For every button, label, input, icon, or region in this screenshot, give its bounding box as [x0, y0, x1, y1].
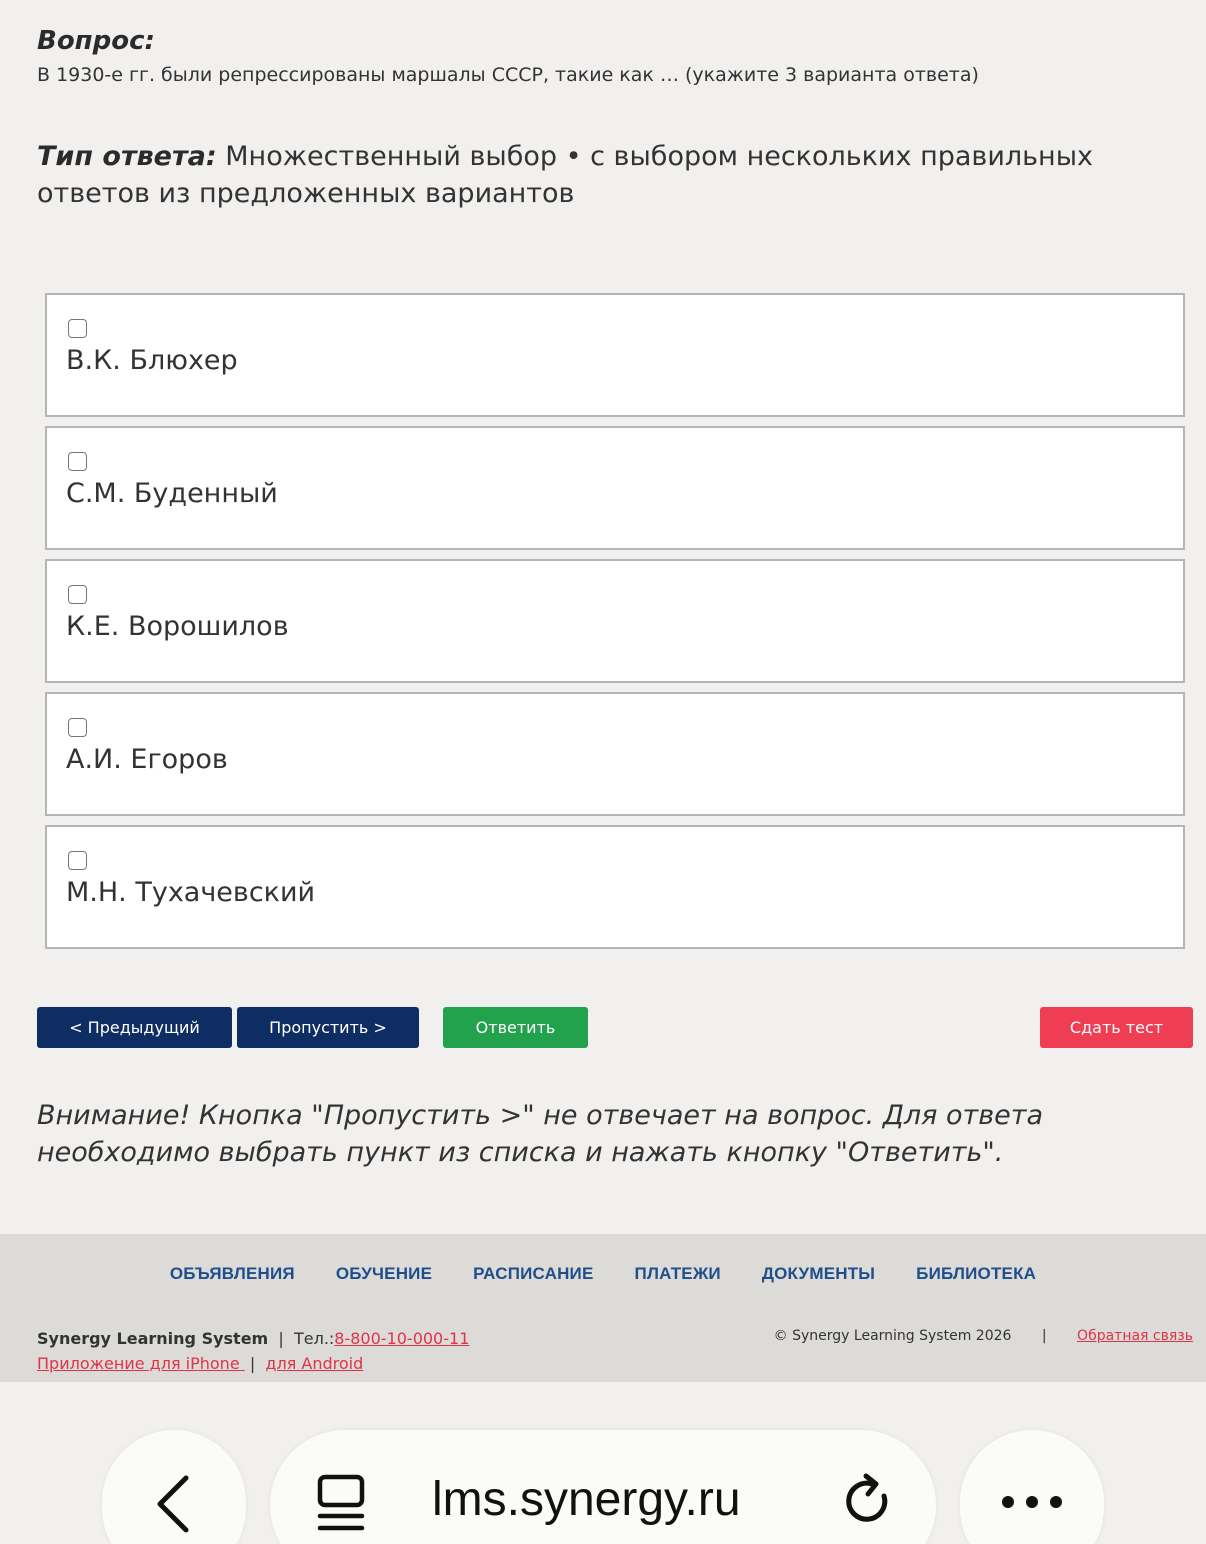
iphone-app-link[interactable]: Приложение для iPhone	[37, 1354, 245, 1373]
answer-type-label: Тип ответа:	[37, 141, 217, 172]
option-checkbox[interactable]	[68, 319, 87, 338]
answer-button[interactable]: Ответить	[443, 1007, 588, 1048]
phone-label: Тел.:	[293, 1329, 335, 1348]
option-label: К.Е. Ворошилов	[66, 611, 289, 642]
option-label: С.М. Буденный	[66, 478, 278, 509]
answer-type	[37, 138, 1187, 212]
answer-type-text: Множественный выбор • с выбором нескольких правильных ответов из предложенных вариантов	[37, 141, 1094, 209]
footer-nav-library[interactable]: БИБЛИОТЕКА	[916, 1264, 1037, 1283]
question-label: Вопрос:	[37, 26, 155, 56]
footer-nav-payments[interactable]: ПЛАТЕЖИ	[634, 1264, 721, 1283]
footer-nav-schedule[interactable]: РАСПИСАНИЕ	[473, 1264, 594, 1283]
question-text: В 1930-е гг. были репрессированы маршалы СССР, такие как … (укажите 3 варианта ответа)	[37, 64, 979, 86]
option-checkbox[interactable]	[68, 718, 87, 737]
reload-icon	[844, 1472, 896, 1532]
option-checkbox[interactable]	[68, 452, 87, 471]
back-button[interactable]	[102, 1430, 246, 1544]
previous-button[interactable]: < Предыдущий	[37, 1007, 232, 1048]
copyright: © Synergy Learning System 2026	[773, 1328, 1012, 1344]
feedback-link[interactable]: Обратная связь	[1077, 1328, 1193, 1344]
option-item[interactable]	[45, 692, 1185, 816]
option-item[interactable]	[45, 559, 1185, 683]
warning-text: Внимание! Кнопка "Пропустить >" не отвечает на вопрос. Для ответа необходимо выбрать пункт из списка и нажать кнопку "Ответить".	[37, 1100, 1044, 1168]
footer-brand: Synergy Learning System	[37, 1329, 269, 1348]
footer-contacts	[37, 1326, 469, 1376]
android-app-link[interactable]: для Android	[265, 1354, 364, 1373]
browser-toolbar	[0, 1382, 1206, 1544]
submit-test-button[interactable]: Сдать тест	[1040, 1007, 1193, 1048]
footer-nav-documents[interactable]: ДОКУМЕНТЫ	[761, 1264, 876, 1283]
more-dots-icon	[1000, 1492, 1064, 1512]
option-item[interactable]	[45, 293, 1185, 417]
phone-link[interactable]: 8-800-10-000-11	[334, 1329, 470, 1348]
option-checkbox[interactable]	[68, 851, 87, 870]
footer-separator: |	[273, 1329, 294, 1348]
footer-separator: |	[244, 1354, 266, 1373]
option-checkbox[interactable]	[68, 585, 87, 604]
footer	[0, 1234, 1206, 1382]
tabs-icon	[316, 1474, 368, 1532]
more-button[interactable]	[960, 1430, 1104, 1544]
option-item[interactable]	[45, 825, 1185, 949]
options-list	[45, 293, 1185, 958]
option-label: А.И. Егоров	[66, 744, 228, 775]
footer-separator: |	[1041, 1328, 1047, 1344]
chevron-left-icon	[154, 1474, 194, 1534]
option-label: М.Н. Тухачевский	[66, 877, 316, 908]
option-label: В.К. Блюхер	[66, 345, 238, 376]
footer-nav-learning[interactable]: ОБУЧЕНИЕ	[335, 1264, 433, 1283]
option-item[interactable]	[45, 426, 1185, 550]
footer-right	[774, 1328, 1193, 1344]
footer-nav-announcements[interactable]: ОБЪЯВЛЕНИЯ	[169, 1264, 295, 1283]
url-text: lms.synergy.ru	[432, 1473, 741, 1526]
skip-button[interactable]: Пропустить >	[237, 1007, 419, 1048]
question-block	[37, 26, 1187, 86]
address-bar[interactable]	[270, 1430, 936, 1544]
footer-nav	[0, 1264, 1206, 1284]
